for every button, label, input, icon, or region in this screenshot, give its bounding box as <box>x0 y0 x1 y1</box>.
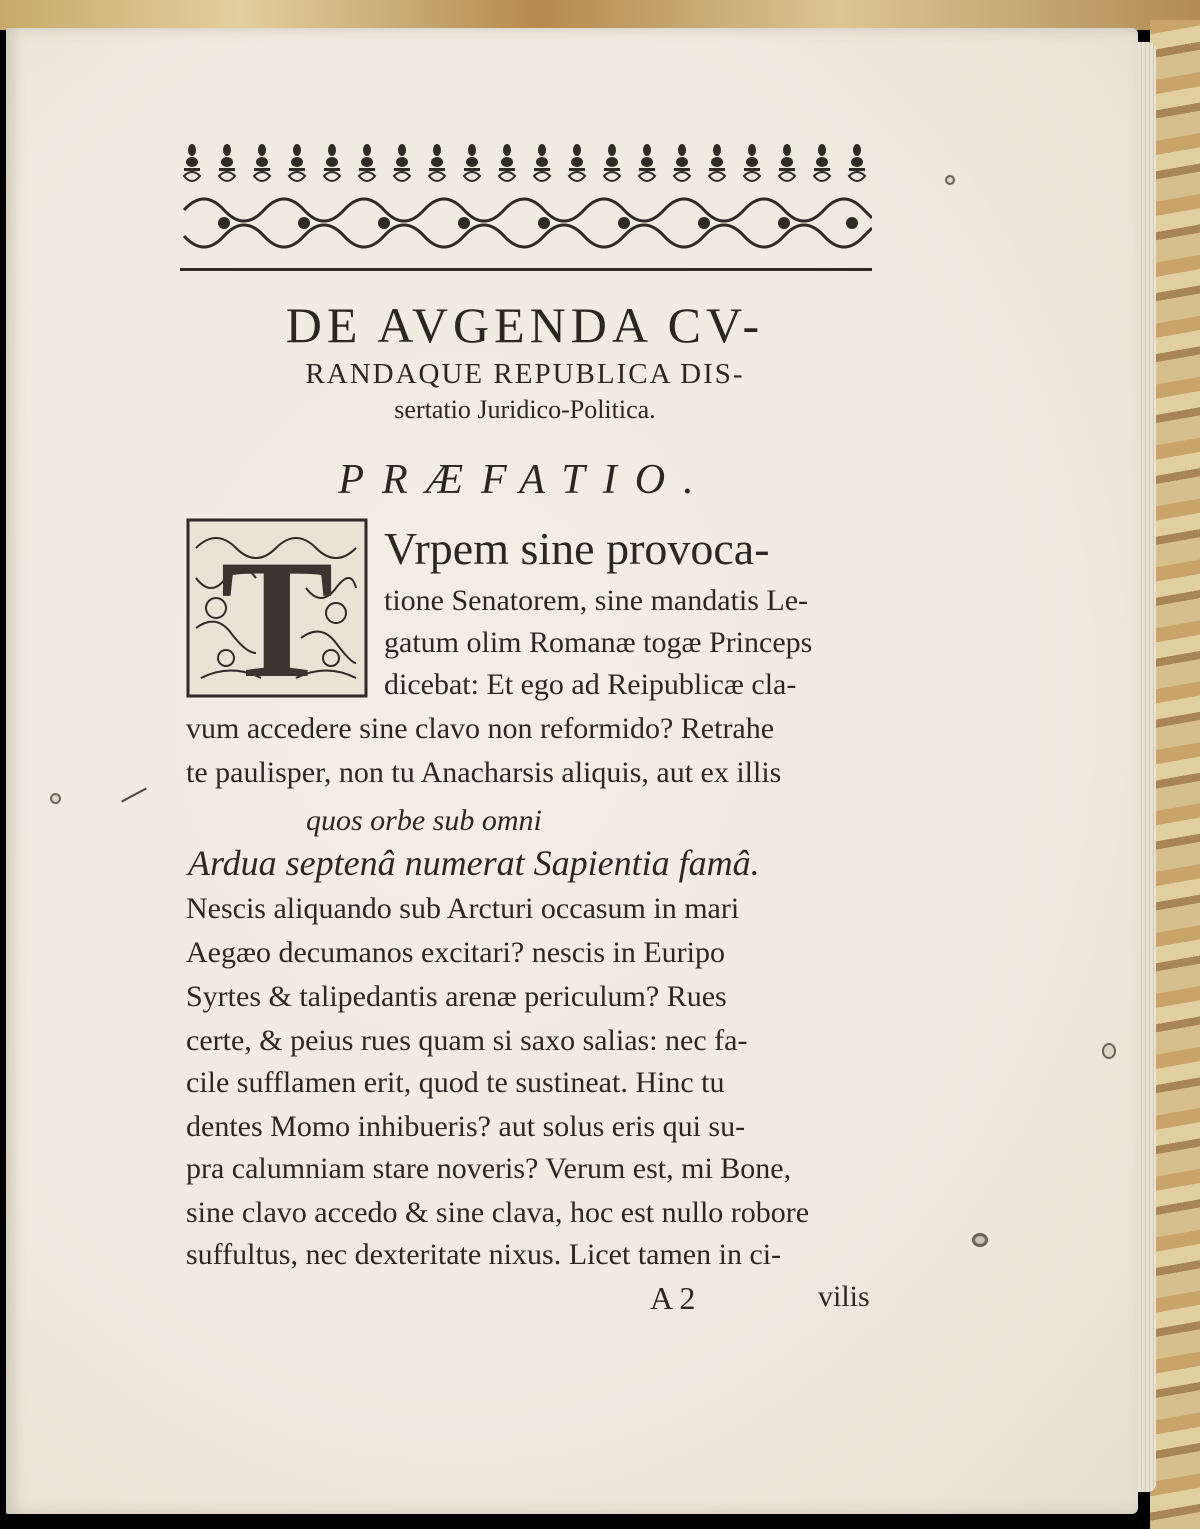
signature-mark: A 2 <box>650 1280 696 1316</box>
section-heading: PRÆFATIO. <box>338 457 712 503</box>
body-line: te paulisper, non tu Anacharsis aliquis, aut ex illis <box>186 756 782 789</box>
body-line: cile sufflamen erit, quod te sustineat. Hinc tu <box>186 1066 725 1099</box>
body-line: tione Senatorem, sine mandatis Le- <box>384 584 809 617</box>
body-line: gatum olim Romanæ togæ Princeps <box>384 626 813 659</box>
body-line: sine clavo accedo & sine clava, hoc est nullo robore <box>186 1196 810 1229</box>
body-line: pra calumniam stare noveris? Verum est, mi Bone, <box>186 1152 792 1185</box>
title-line-2: RANDAQUE REPUBLICA DIS- <box>305 358 745 390</box>
marbled-board-top <box>0 0 1200 30</box>
title-line-3: sertatio Juridico-Politica. <box>394 395 656 424</box>
marbled-board-right <box>1150 20 1200 1529</box>
stray-dot <box>945 175 955 185</box>
body-line: Aegæo decumanos excitari? nescis in Euripo <box>186 936 726 969</box>
headpiece-ornament <box>180 140 872 276</box>
body-line: dentes Momo inhibueris? aut solus eris qui su- <box>186 1110 746 1143</box>
body-line: Vrpem sine provoca- <box>384 523 770 574</box>
stray-dot <box>50 793 61 804</box>
verse-line: quos orbe sub omni <box>306 804 542 837</box>
pin-hole <box>972 1233 988 1247</box>
verse-line: Ardua septenâ numerat Sapientia famâ. <box>188 843 760 883</box>
body-line: dicebat: Et ego ad Reipublicæ cla- <box>384 668 797 701</box>
catchword: vilis <box>818 1280 870 1313</box>
body-line: Syrtes & talipedantis arenæ periculum? Rues <box>186 980 727 1013</box>
body-line: certe, & peius rues quam si saxo salias: nec fa- <box>186 1024 748 1057</box>
title-line-1: DE AVGENDA CV- <box>285 297 765 353</box>
drop-cap: T <box>220 525 334 698</box>
decorated-initial-icon <box>186 518 368 698</box>
body-line: vum accedere sine clavo non reformido? Retrahe <box>186 712 775 745</box>
body-line: suffultus, nec dexteritate nixus. Licet tamen in ci- <box>186 1238 782 1271</box>
pin-hole <box>1102 1043 1116 1059</box>
body-line: Nescis aliquando sub Arcturi occasum in mari <box>186 892 740 925</box>
